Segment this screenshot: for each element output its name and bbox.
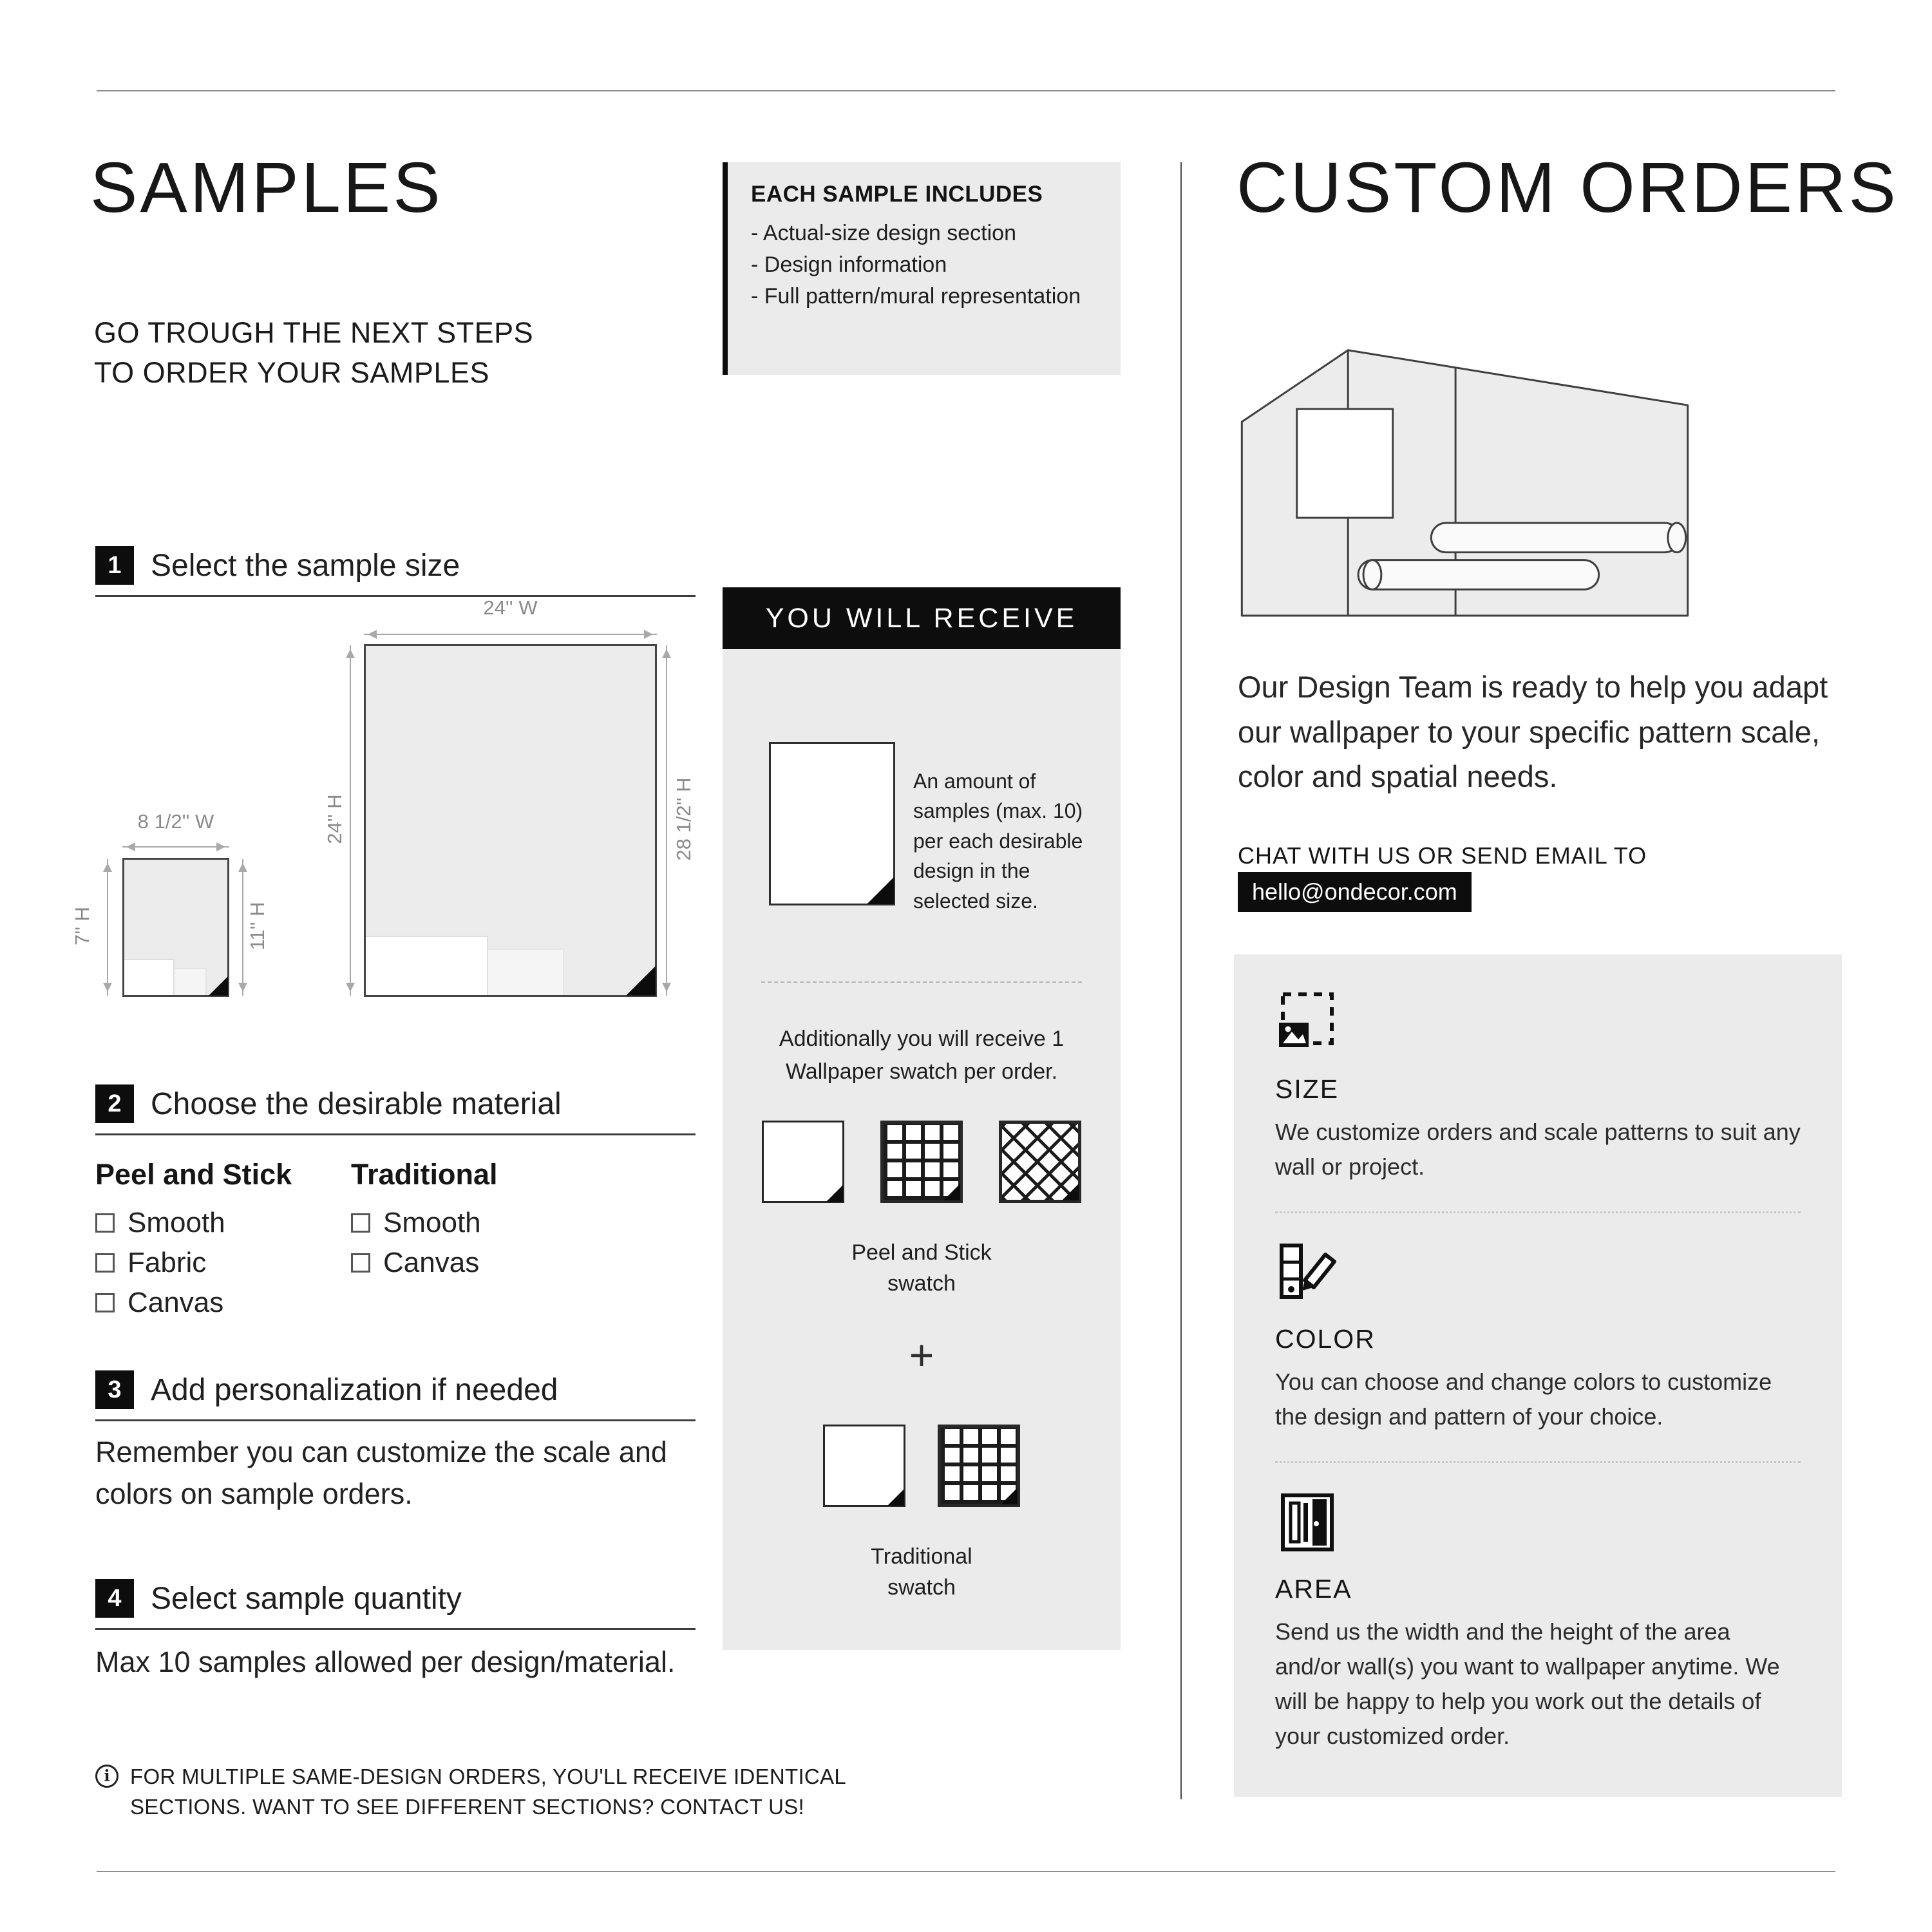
traditional-swatch-label-line1: Traditional: [871, 1544, 972, 1569]
large-sample-height-label: 24'' H: [323, 794, 346, 844]
plus-sign: +: [909, 1331, 934, 1379]
step-2-label: Choose the desirable material: [151, 1086, 562, 1121]
blank-swatch-icon: [823, 1425, 905, 1507]
folded-corner-icon: [943, 1184, 960, 1200]
color-feature-title: COLOR: [1275, 1324, 1376, 1354]
feature-color: [1275, 1240, 1801, 1434]
material-option-peel-fabric: [95, 1247, 292, 1279]
samples-intro-line2: TO ORDER YOUR SAMPLES: [94, 356, 489, 390]
material-peel-title: Peel and Stick: [95, 1158, 292, 1191]
step-4-header: [95, 1579, 696, 1630]
step-4-description: Max 10 samples allowed per design/material.: [95, 1645, 676, 1678]
grid-swatch-icon: [938, 1425, 1020, 1507]
custom-orders-title: CUSTOM ORDERS: [1236, 148, 1899, 227]
material-peel-and-stick-group: [95, 1158, 292, 1327]
design-section-patch: [488, 949, 564, 995]
material-option-traditional-canvas: [351, 1247, 498, 1279]
samples-title: SAMPLES: [90, 148, 443, 227]
footnote-text: FOR MULTIPLE SAME-DESIGN ORDERS, YOU'LL RECEIVE IDENTICAL SECTIONS. WANT TO SEE DIFFERENT SECTIONS? CONTACT US!: [130, 1765, 846, 1819]
step-4-number: 4: [95, 1579, 134, 1618]
checkbox-icon: [95, 1253, 115, 1273]
small-sample-height-label: 7'' H: [71, 906, 93, 946]
custom-intro-text: Our Design Team is ready to help you adapt our wallpaper to your specific pattern scale, color and spatial needs.: [1238, 670, 1828, 794]
crosshatch-swatch-icon: [999, 1121, 1081, 1203]
samples-intro-line1: GO TROUGH THE NEXT STEPS: [94, 316, 534, 349]
peel-swatch-label: [723, 1238, 1121, 1299]
peel-swatch-label-line1: Peel and Stick: [851, 1240, 992, 1265]
footnote: [95, 1762, 881, 1823]
traditional-swatch-row: [723, 1425, 1121, 1507]
folded-corner-icon: [626, 966, 656, 996]
custom-features-panel: [1234, 954, 1842, 1797]
bottom-rule: [97, 1871, 1835, 1872]
top-rule: [97, 90, 1835, 91]
includes-title: EACH SAMPLE INCLUDES: [751, 182, 1043, 207]
design-section-patch: [175, 968, 207, 995]
design-section-patch: [124, 959, 175, 995]
chat-label: CHAT WITH US OR SEND EMAIL TO: [1238, 842, 1647, 869]
traditional-swatch-label-line2: swatch: [887, 1575, 956, 1600]
peel-swatch-row: [723, 1121, 1121, 1203]
large-sample-rectangle: [364, 644, 657, 997]
step-2-header: [95, 1084, 696, 1135]
column-divider: [1180, 162, 1182, 1799]
step-3-header: [95, 1370, 696, 1421]
height-measure-line: [242, 859, 243, 996]
receive-samples-text: An amount of samples (max. 10) per each desirable design in the selected size.: [913, 770, 1083, 913]
each-sample-includes-box: [723, 162, 1121, 375]
color-icon: [1275, 1240, 1340, 1305]
size-feature-text: We customize orders and scale patterns to suit any wall or project.: [1275, 1119, 1801, 1180]
wallpaper-wall-illustration: [1238, 327, 1692, 618]
large-sample-height-label: 28 1/2'' H: [672, 777, 695, 861]
blank-swatch-icon: [762, 1121, 844, 1203]
includes-item: - Actual-size design section: [751, 221, 1016, 245]
step-2-number: 2: [95, 1084, 134, 1123]
small-sample-rectangle: [122, 858, 229, 997]
dotted-divider: [1275, 1211, 1801, 1213]
small-sample-width-label: 8 1/2'' W: [137, 810, 214, 833]
material-traditional-title: Traditional: [351, 1158, 498, 1191]
material-option-label: Canvas: [128, 1287, 224, 1318]
size-icon: [1275, 990, 1340, 1055]
height-measure-line: [666, 645, 667, 996]
receive-additional-text: Additionally you will receive 1 Wallpaper swatch per order.: [779, 1027, 1065, 1084]
step-3-description: Remember you can customize the scale and colors on sample orders.: [95, 1435, 667, 1511]
dashed-divider: [761, 981, 1082, 983]
material-option-peel-canvas: [95, 1287, 292, 1319]
checkbox-icon: [95, 1293, 115, 1312]
checkbox-icon: [95, 1213, 115, 1233]
material-traditional-group: [351, 1158, 498, 1287]
area-icon: [1275, 1490, 1340, 1555]
checkbox-icon: [351, 1253, 370, 1273]
dotted-divider: [1275, 1461, 1801, 1463]
folded-corner-icon: [1062, 1184, 1079, 1200]
step-3-number: 3: [95, 1370, 134, 1409]
folded-corner-icon: [209, 976, 228, 996]
step-4-label: Select sample quantity: [151, 1581, 462, 1616]
step-3-label: Add personalization if needed: [151, 1372, 558, 1407]
small-sample-height-label: 11'' H: [246, 902, 269, 951]
step-1-number: 1: [95, 546, 134, 585]
width-measure-line: [122, 846, 229, 848]
samples-intro: [94, 313, 533, 393]
material-option-label: Smooth: [383, 1207, 481, 1238]
material-option-peel-smooth: [95, 1207, 292, 1239]
sample-sheet-icon: [769, 742, 895, 905]
area-feature-text: Send us the width and the height of the area and/or wall(s) you want to wallpaper anytime. We will be happy to help you work out the details of your customized order.: [1275, 1618, 1780, 1749]
grid-swatch-icon: [880, 1121, 963, 1203]
folded-corner-icon: [867, 877, 894, 904]
you-will-receive-header: YOU WILL RECEIVE: [723, 587, 1121, 649]
feature-size: [1275, 990, 1801, 1184]
info-icon: [95, 1765, 118, 1788]
width-measure-line: [364, 634, 657, 635]
height-measure-line: [107, 859, 108, 996]
checkbox-icon: [351, 1213, 370, 1233]
email-address: hello@ondecor.com: [1238, 872, 1472, 912]
includes-item: - Design information: [751, 252, 947, 277]
material-option-label: Fabric: [128, 1247, 207, 1278]
feature-area: [1275, 1490, 1801, 1754]
color-feature-text: You can choose and change colors to customize the design and pattern of your choice.: [1275, 1368, 1772, 1430]
size-feature-title: SIZE: [1275, 1074, 1340, 1104]
step-1-header: [95, 546, 696, 597]
step-1-label: Select the sample size: [151, 548, 460, 583]
large-sample-width-label: 24'' W: [483, 596, 538, 619]
area-feature-title: AREA: [1275, 1574, 1352, 1604]
height-measure-line: [350, 645, 351, 996]
you-will-receive-panel: [723, 587, 1121, 1650]
folded-corner-icon: [1001, 1488, 1018, 1504]
folded-corner-icon: [887, 1489, 904, 1506]
folded-corner-icon: [826, 1185, 843, 1202]
design-section-patch: [366, 936, 488, 995]
material-option-label: Canvas: [383, 1247, 480, 1278]
material-option-label: Smooth: [128, 1207, 225, 1238]
traditional-swatch-label: [723, 1542, 1121, 1603]
peel-swatch-label-line2: swatch: [887, 1271, 956, 1296]
includes-item: - Full pattern/mural representation: [751, 283, 1081, 308]
material-option-traditional-smooth: [351, 1207, 498, 1239]
